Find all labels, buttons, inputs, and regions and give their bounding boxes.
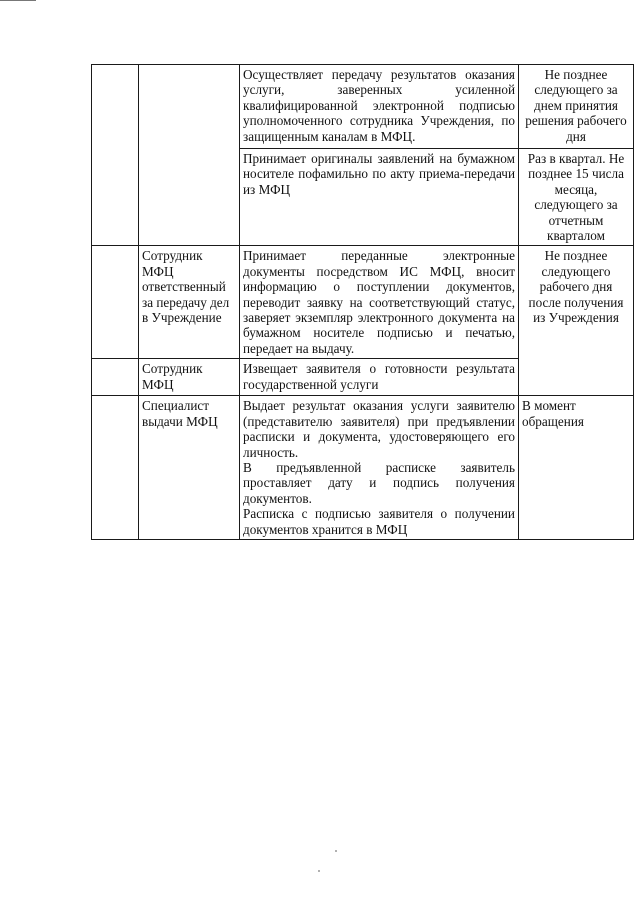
term-text: Не позднее следующего за днем принятия решения рабочего дня bbox=[525, 67, 627, 144]
actor-text: Сотрудник МФЦ bbox=[142, 361, 203, 392]
term-cell bbox=[519, 65, 634, 149]
table-row bbox=[92, 65, 634, 149]
action-text: Принимает оригиналы заявлений на бумажном носителе пофамильно по акту приема-передачи из МФЦ bbox=[243, 151, 515, 197]
number-cell bbox=[92, 359, 139, 396]
term-text: Не позднее следующего рабочего дня после получения из Учреждения bbox=[528, 248, 624, 326]
number-cell bbox=[92, 65, 139, 246]
action-text: Выдает результат оказания услуги заявителю (представителю заявителя) при предъявлении расписки и документа, удостоверяющего его личность. bbox=[243, 398, 515, 460]
term-cell bbox=[519, 246, 634, 396]
actor-cell bbox=[139, 246, 240, 359]
actor-cell bbox=[139, 65, 240, 246]
action-text: В предъявленной расписке заявитель проставляет дату и подпись получения документов. bbox=[243, 459, 515, 506]
action-cell bbox=[240, 246, 519, 359]
term-text: В момент обращения bbox=[522, 398, 584, 429]
action-text: Осуществляет передачу результатов оказания услуги, заверенных усиленной квалифицированной электронной подписью уполномоченного сотрудника Учреждения, по защищенным каналам в МФЦ. bbox=[243, 67, 515, 144]
action-cell bbox=[240, 359, 519, 396]
scan-speck bbox=[335, 850, 337, 852]
term-text: Раз в квартал. Не позднее 15 числа месяца, следующего за отчетным кварталом bbox=[527, 151, 625, 244]
table-row bbox=[92, 246, 634, 359]
action-cell bbox=[240, 396, 519, 540]
page-corner-mark bbox=[0, 0, 36, 3]
actor-cell bbox=[139, 359, 240, 396]
action-cell bbox=[240, 65, 519, 149]
table-row bbox=[92, 396, 634, 540]
actor-text: Сотрудник МФЦ ответственный за передачу дел в Учреждение bbox=[142, 248, 230, 326]
procedure-table bbox=[91, 64, 634, 540]
actor-cell bbox=[139, 396, 240, 540]
action-text: Принимает переданные электронные документы посредством ИС МФЦ, вносит информацию о поступлении документов, переводит заявку на соответствующий статус, заверяет экземпляр электронного документа на бумажном носителе подписью и печатью, передает на выдачу. bbox=[243, 248, 515, 356]
action-text: Извещает заявителя о готовности результата государственной услуги bbox=[243, 361, 515, 392]
term-cell bbox=[519, 149, 634, 246]
action-text: Расписка с подписью заявителя о получении документов хранится в МФЦ bbox=[243, 506, 515, 537]
number-cell bbox=[92, 396, 139, 540]
term-cell bbox=[519, 396, 634, 540]
scan-speck bbox=[318, 870, 320, 872]
number-cell bbox=[92, 246, 139, 359]
action-cell bbox=[240, 149, 519, 246]
actor-text: Специалист выдачи МФЦ bbox=[142, 398, 218, 429]
